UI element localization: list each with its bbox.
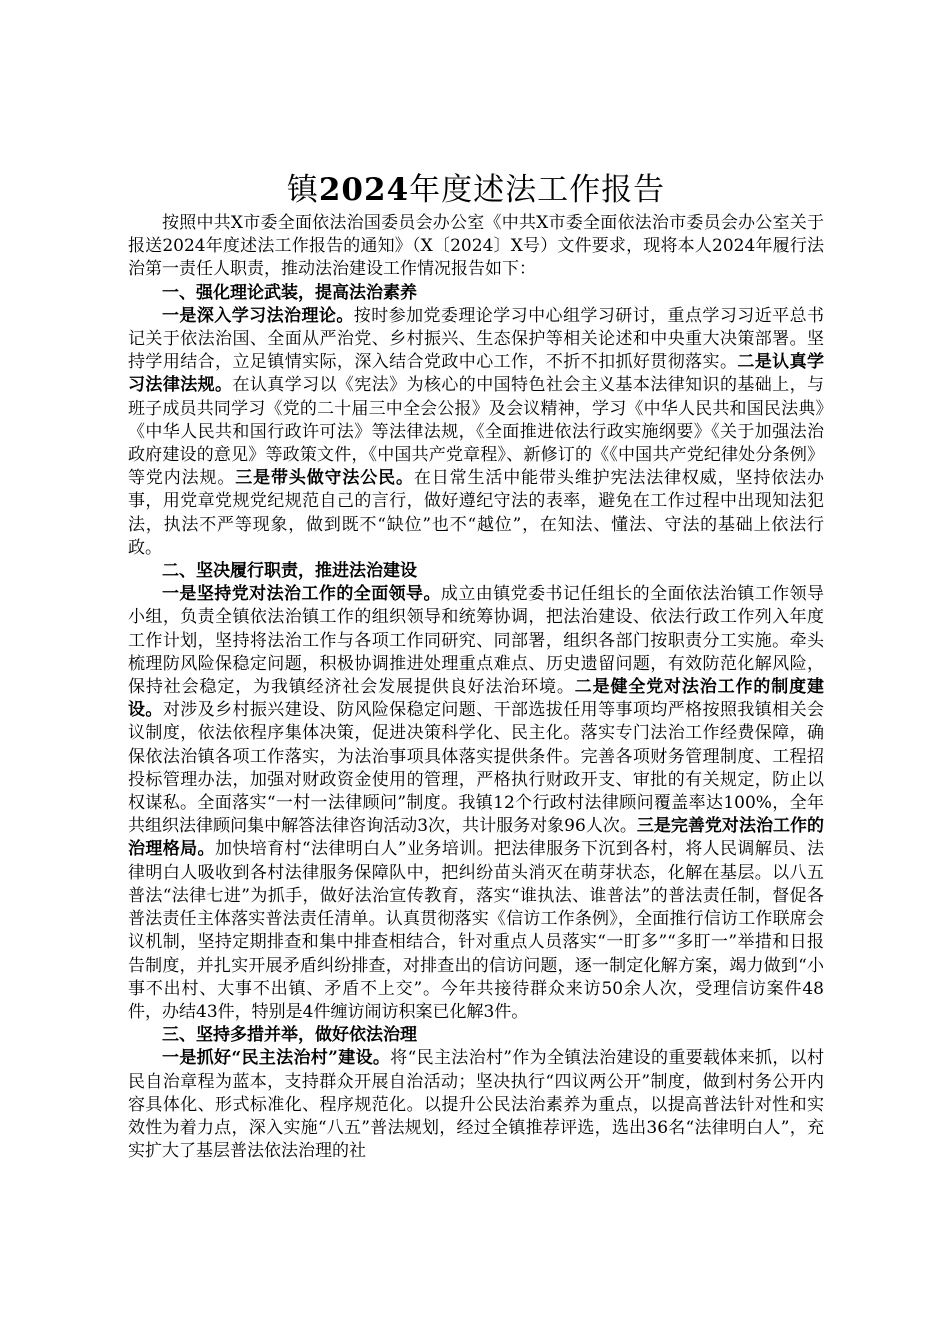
section-1-point-3-text: 在日常生活中能带头维护宪法法律权威，坚持依法办事，用党章党规党纪规范自己的言行，做好遵纪守法的表率，避免在工作过程中出现知法犯法，执法不严等现象，做到既不“缺位”也不“越位”，在知法、懂法、守法的基础上依法行政。: [128, 468, 825, 558]
section-2-heading: 二、坚决履行职责，推进法治建设: [162, 561, 417, 582]
section-2-point-1-lead: 一是坚持党对法治工作的全面领导。: [162, 584, 441, 605]
intro-paragraph: 按照中共X市委全面依法治国委员会办公室《中共X市委全面依法治市委员会办公室关于报送2024年度述法工作报告的通知》（X〔2024〕X号）文件要求，现将本人2024年履行法治第一责任人职责，推动法治建设工作情况报告如下：: [128, 213, 824, 280]
section-2-point-2-lead: 二是健全党对法治工作的制度建设。: [128, 677, 825, 721]
section-3-paragraph: [128, 1047, 824, 1163]
section-1-point-1-lead: 一是深入学习法治理论。: [162, 305, 354, 326]
section-2-point-3-text: 加快培育村“法律明白人”业务培训。把法律服务下沉到各村，将人民调解员、法律明白人吸收到各村法律服务保障队中，把纠纷苗头消灭在萌芽状态，化解在基层。以八五普法“法律七进”为抓手，做好法治宣传教育，落实“谁执法、谁普法”的普法责任制，督促各普法责任主体落实普法责任清单。认真贯彻落实《信访工作条例》，全面推行信访工作联席会议机制，坚持定期排查和集中排查相结合，针对重点人员落实“一盯多”“多盯一”举措和日报告制度，并扎实开展矛盾纠纷排查，对排查出的信访问题，逐一制定化解方案，竭力做到“小事不出村、大事不出镇、矛盾不上交”。今年共接待群众来访50余人次，受理信访案件48件，办结43件，特别是4件缠访闹访积案已化解3件。: [128, 839, 824, 1022]
section-3-heading: 三、坚持多措并举，做好依法治理: [162, 1025, 417, 1046]
section-1-point-3-lead: 三是带头做守法公民。: [235, 468, 414, 489]
document-body: [128, 170, 824, 1163]
section-3-point-1-text: 将“民主法治村”作为全镇法治建设的重要载体来抓，以村民自治章程为蓝本，支持群众开展自治活动；坚决执行“四议两公开”制度，做到村务公开内容具体化、形式标准化、程序规范化。以提升公民法治素养为重点，以提高普法针对性和实效性为着力点，深入实施“八五”普法规划，经过全镇推荐评选，选出36名“法律明白人”，充实扩大了基层普法依法治理的社: [128, 1048, 824, 1162]
section-1-heading: 一、强化理论武装，提高法治素养: [162, 282, 417, 303]
page-title: [128, 170, 824, 210]
section-2-point-3-lead: 三是完善党对法治工作的治理格局。: [128, 816, 824, 860]
section-1-point-2-lead: 二是认真学习法律法规。: [128, 352, 825, 396]
section-1-point-2-text: 在认真学习以《宪法》为核心的中国特色社会主义基本法律知识的基础上，与班子成员共同学习《党的二十届三中全会公报》及会议精神，学习《中华人民共和国民法典》《中华人民共和国行政许可法》等法律法规，《全面推进依法行政实施纲要》《关于加强法治政府建设的意见》等政策文件，《中国共产党章程》、新修订的《《中国共产党纪律处分条例》等党内法规。: [128, 375, 825, 489]
section-1-point-1-text: 按时参加党委理论学习中心组学习研讨，重点学习习近平总书记关于依法治国、全面从严治党、乡村振兴、生态保护等相关论述和中央重大决策部署。坚持学用结合，立足镇情实际，深入结合党政中心工作，不折不扣抓好贯彻落实。: [128, 305, 825, 373]
section-2-point-2-text: 对涉及乡村振兴建设、防风险保稳定问题、干部选拔任用等事项均严格按照我镇相关会议制度，依法依程序集体决策，促进决策科学化、民主化。落实专门法治工作经费保障，确保依法治镇各项工作落实，为法治事项具体落实提供条件。完善各项财务管理制度、工程招投标管理办法，加强对财政资金使用的管理，严格执行财政开支、审批的有关规定，防止以权谋私。全面落实“一村一法律顾问”制度。我镇12个行政村法律顾问覆盖率达100%，全年共组织法律顾问集中解答法律咨询活动3次，共计服务对象96人次。: [128, 700, 825, 837]
section-2-paragraph: [128, 583, 824, 1024]
section-2-point-1-text: 成立由镇党委书记任组长的全面依法治镇工作领导小组，负责全镇依法治镇工作的组织领导和统筹协调，把法治建设、依法行政工作列入年度工作计划，坚持将法治工作与各项工作同研究、同部署，组织各部门按职责分工实施。牵头梳理防风险保稳定问题，积极协调推进处理重点难点、历史遗留问题，有效防范化解风险，保持社会稳定，为我镇经济社会发展提供良好法治环境。: [128, 584, 825, 698]
section-3-point-1-lead: 一是抓好“民主法治村”建设。: [162, 1048, 391, 1069]
title-prefix: 镇: [286, 172, 319, 208]
title-year: 2024: [318, 172, 410, 208]
section-1-paragraph: [128, 305, 824, 560]
title-suffix: 年度述法工作报告: [409, 172, 666, 208]
